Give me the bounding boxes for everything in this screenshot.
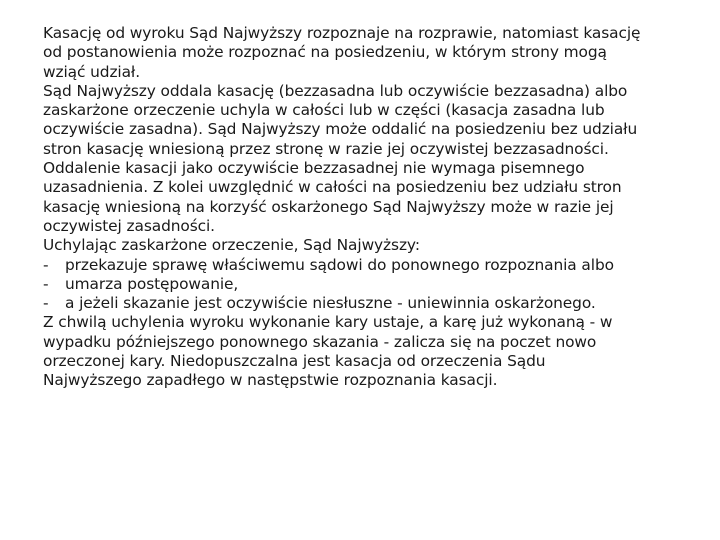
text-line: orzeczonej kary. Niedopuszczalna jest kasacja od orzeczenia Sądu — [43, 352, 546, 371]
bullet-dash: - — [43, 255, 49, 274]
text-line: od postanowienia może rozpoznać na posiedzeniu, w którym strony mogą — [43, 43, 607, 62]
paragraph-2 — [43, 82, 693, 236]
text-line: Z chwilą uchylenia wyroku wykonanie kary ustaje, a karę już wykonaną - w — [43, 313, 613, 332]
text-line: kasację wniesioną na korzyść oskarżonego Sąd Najwyższy może w razie jej — [43, 197, 614, 216]
text-line: oczywistej zasadności. — [43, 216, 215, 235]
paragraph-3 — [43, 236, 693, 255]
bullet-list — [43, 256, 693, 314]
text-line: uzasadnienia. Z kolei uwzględnić w całości na posiedzeniu bez udziału stron — [43, 178, 622, 197]
list-item-text: a jeżeli skazanie jest oczywiście niesłuszne - uniewinnia oskarżonego. — [65, 294, 596, 313]
text-line: Oddalenie kasacji jako oczywiście bezzasadnej nie wymaga pisemnego — [43, 159, 585, 178]
text-line: stron kasację wniesioną przez stronę w razie jej oczywistej bezzasadności. — [43, 139, 609, 158]
text-body — [43, 24, 693, 391]
text-line: Kasację od wyroku Sąd Najwyższy rozpoznaje na rozprawie, natomiast kasację — [43, 24, 641, 42]
list-item — [43, 275, 693, 294]
text-line: zaskarżone orzeczenie uchyla w całości lub w części (kasacja zasadna lub — [43, 101, 605, 120]
list-item — [43, 294, 693, 313]
text-line: Uchylając zaskarżone orzeczenie, Sąd Najwyższy: — [43, 236, 420, 255]
bullet-dash: - — [43, 294, 49, 313]
list-item — [43, 256, 693, 275]
paragraph-1 — [43, 24, 693, 82]
text-line: wypadku późniejszego ponownego skazania - zalicza się na poczet nowo — [43, 332, 597, 351]
text-line: Najwyższego zapadłego w następstwie rozpoznania kasacji. — [43, 371, 498, 390]
text-line: Sąd Najwyższy oddala kasację (bezzasadna lub oczywiście bezzasadna) albo — [43, 81, 628, 100]
text-line: oczywiście zasadna). Sąd Najwyższy może oddalić na posiedzeniu bez udziału — [43, 120, 638, 139]
closing-paragraph — [43, 313, 693, 390]
list-item-text: przekazuje sprawę właściwemu sądowi do ponownego rozpoznania albo — [65, 255, 614, 274]
text-line: wziąć udział. — [43, 62, 141, 81]
bullet-dash: - — [43, 274, 49, 293]
list-item-text: umarza postępowanie, — [65, 274, 239, 293]
